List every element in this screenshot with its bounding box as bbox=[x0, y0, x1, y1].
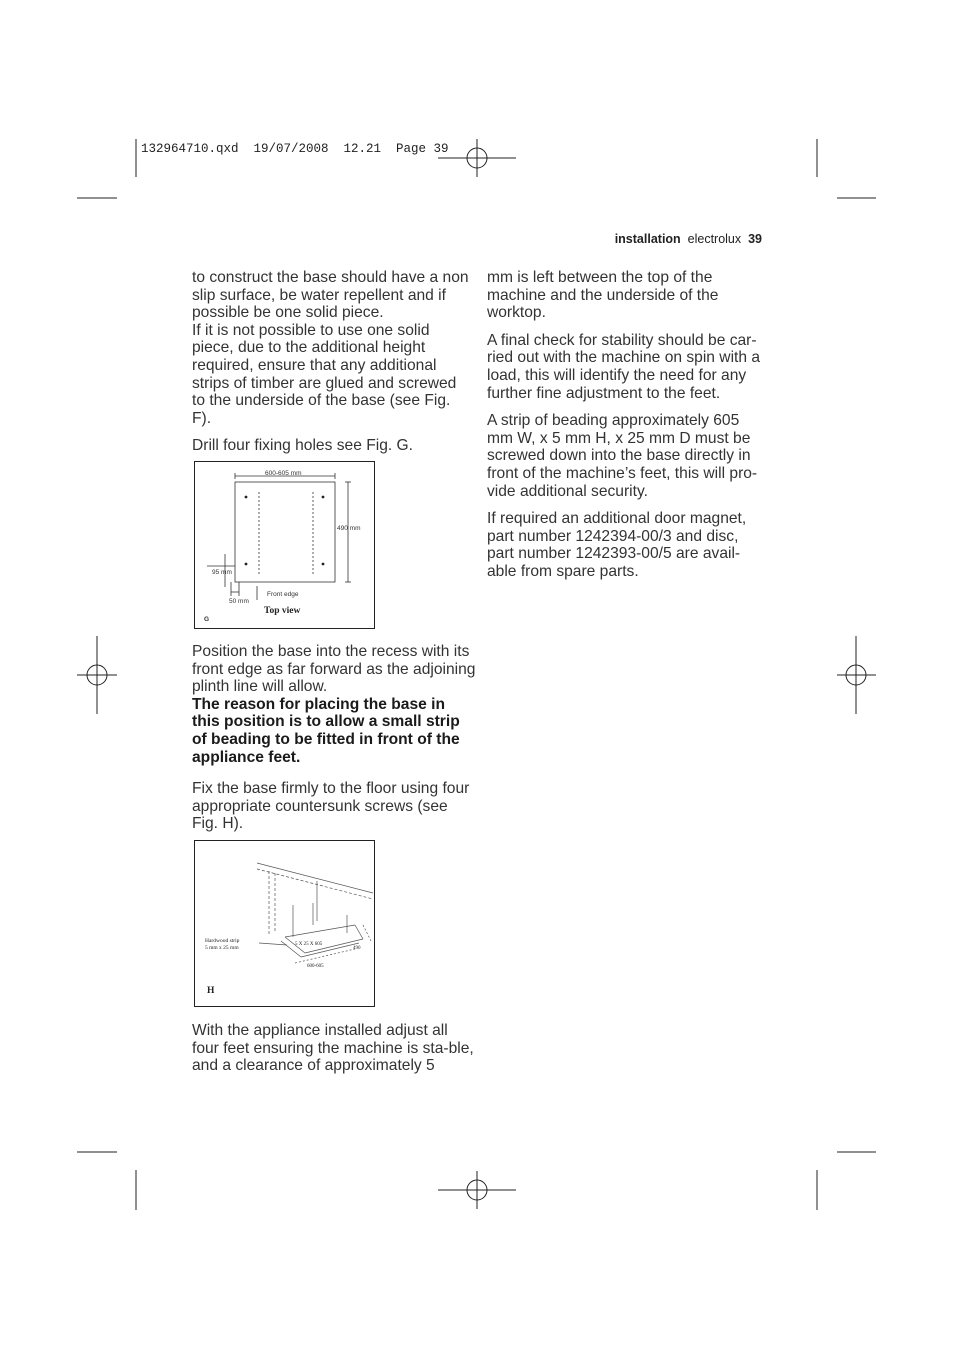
paragraph: With the appliance installed adjust all four feet ensuring the machine is sta-ble, and a clearance of approximately 5 bbox=[192, 1022, 474, 1075]
paragraph: A strip of beading approximately 605 mm W, x 5 mm H, x 25 mm D must be screwed down into the base directly in front of the machine’s feet, this will pro-vide additional security. bbox=[487, 412, 758, 500]
paragraph: to construct the base should have a non slip surface, be water repellent and if possible be one solid piece. bbox=[192, 269, 469, 322]
front-dimension-label: 50 mm bbox=[229, 598, 249, 605]
bold-paragraph: The reason for placing the base in this position is to allow a small strip of beading to be fitted in front of the appliance feet. bbox=[192, 695, 460, 766]
right-column bbox=[487, 269, 764, 591]
section-title: installation bbox=[614, 232, 681, 246]
figure-g bbox=[194, 461, 375, 629]
figure-label: H bbox=[207, 986, 215, 996]
strip-label-line-2: 5 mm x 25 mm bbox=[205, 945, 239, 951]
paragraph: Fix the base firmly to the floor using four appropriate countersunk screws (see Fig. H). bbox=[192, 780, 470, 833]
side-dimension-label: 95 mm bbox=[212, 569, 232, 576]
left-column-top bbox=[192, 269, 472, 465]
paragraph: If required an additional door magnet, part number 1242394-00/3 and disc, part number 1242393-00/5 are avail-able from spare parts. bbox=[487, 510, 747, 580]
running-header bbox=[615, 232, 762, 246]
left-column-middle bbox=[192, 643, 477, 843]
depth-dimension-label: 490 mm bbox=[337, 525, 361, 532]
paragraph: A final check for stability should be car-ried out with the machine on spin with a load, this will identify the need for any further fine adjustment to the feet. bbox=[487, 331, 761, 402]
brand-name: electrolux bbox=[687, 232, 742, 246]
strip-size-label: 5 X 25 X 605 bbox=[295, 942, 323, 947]
figure-caption: Top view bbox=[264, 606, 301, 616]
figure-h-drawing bbox=[195, 841, 376, 1008]
front-edge-label: Front edge bbox=[267, 591, 299, 598]
figure-h bbox=[194, 840, 375, 1007]
depth-dimension-label: 490 bbox=[353, 946, 361, 951]
figure-label: G bbox=[204, 616, 210, 623]
file-slug: 132964710.qxd 19/07/2008 12.21 Page 39 bbox=[141, 142, 449, 156]
paragraph: If it is not possible to use one solid piece, due to the additional height required, ensure that any additional strips of timber are glued and screwed to the underside of the base (see Fig. F). bbox=[192, 321, 457, 427]
paragraph: Position the base into the recess with its front edge as far forward as the adjoining plinth line will allow. bbox=[192, 643, 476, 696]
paragraph: mm is left between the top of the machine and the underside of the worktop. bbox=[487, 269, 719, 322]
paragraph: Drill four fixing holes see Fig. G. bbox=[192, 437, 413, 455]
figure-g-drawing bbox=[195, 462, 376, 630]
left-column-bottom bbox=[192, 1022, 477, 1085]
page-number: 39 bbox=[748, 232, 762, 246]
strip-label-line-1: Hardwood strip bbox=[205, 938, 240, 944]
width-dimension-label: 600-605 mm bbox=[265, 470, 302, 477]
width-dimension-label: 600-605 bbox=[307, 964, 324, 969]
